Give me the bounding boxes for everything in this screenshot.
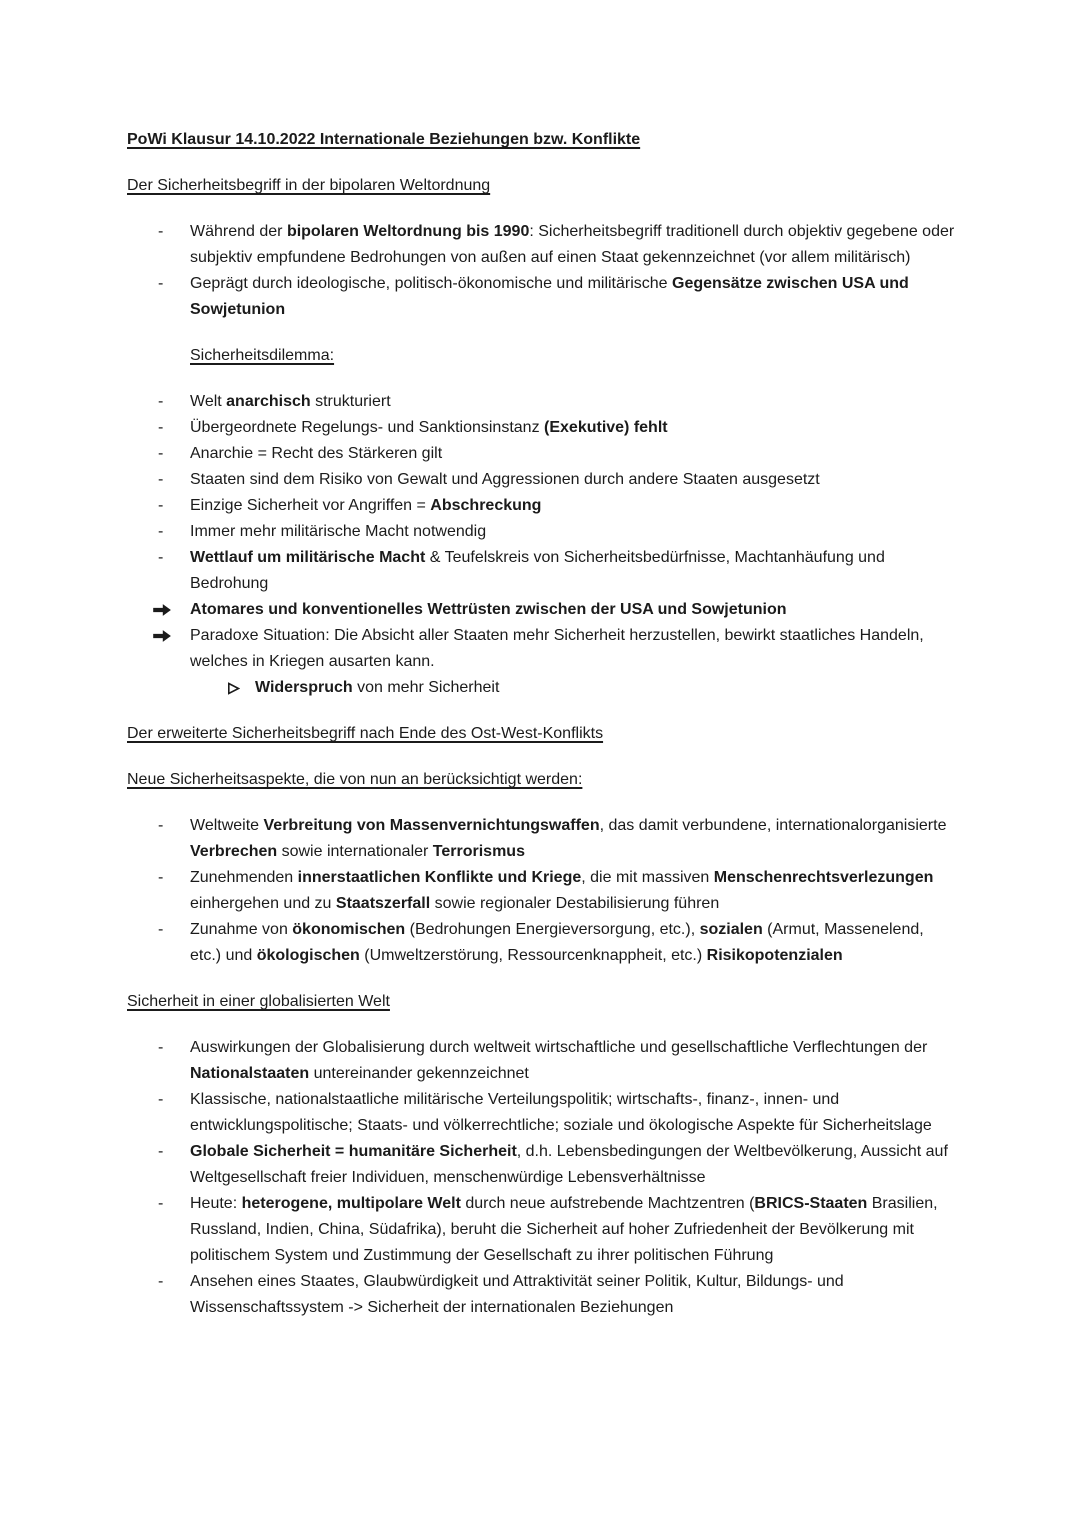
- text-run: von mehr Sicherheit: [352, 679, 500, 696]
- dash-marker: [158, 1139, 163, 1165]
- list-item: [127, 623, 958, 675]
- arrowhead-right-icon: [227, 682, 240, 695]
- text-run: Auswirkungen der Globalisierung durch weltweit wirtschaftliche und gesellschaftliche Verflechtungen der: [190, 1039, 928, 1056]
- dash-marker: [158, 545, 163, 571]
- text-run: Atomares und konventionelles Wettrüsten zwischen der USA und Sowjetunion: [190, 601, 787, 618]
- dash-marker: [158, 219, 163, 245]
- subheading-sicherheitsdilemma-text: [190, 347, 334, 364]
- text-run: Zunehmenden: [190, 869, 298, 886]
- text-run: (Umweltzerstörung, Ressourcenknappheit, etc.): [359, 947, 707, 964]
- text-run: durch neue aufstrebende Machtzentren (: [460, 1195, 755, 1212]
- text-run: Gegensätze zwischen USA und Sowjetunion: [190, 275, 909, 318]
- text-run: Neue Sicherheitsaspekte, die von nun an berücksichtigt werden:: [127, 771, 583, 788]
- list-item: [127, 1087, 958, 1139]
- item-text: [190, 471, 820, 488]
- text-run: (Exekutive) fehlt: [544, 419, 668, 436]
- text-run: sozialen: [699, 921, 763, 938]
- item-text: [190, 1091, 932, 1134]
- text-run: Staatszerfall: [335, 895, 431, 912]
- list-item: [127, 917, 958, 969]
- heading-sicherheitsbegriff-bipolare-weltordnung-text: [127, 177, 490, 194]
- text-run: Der erweiterte Sicherheitsbegriff nach Ende des Ost-West-Konflikts: [127, 725, 604, 742]
- dash-marker: [158, 441, 163, 467]
- text-run: BRICS-Staaten: [754, 1195, 868, 1212]
- text-run: Abschreckung: [430, 497, 542, 514]
- list-globalisierte-welt: [127, 1035, 958, 1321]
- text-run: Verbreitung von Massenvernichtungswaffen: [263, 817, 600, 834]
- heading-globalisierte-welt: [127, 989, 958, 1015]
- list-item: [127, 415, 958, 441]
- text-run: , d.h. Lebensbedingungen der Weltbevölkerung, Aussicht auf Weltgesellschaft freier Individuen, menschenwürdige Lebensverhältnisse: [190, 1143, 948, 1186]
- list-item: [127, 865, 958, 917]
- list-item: [127, 1269, 958, 1321]
- dash-glyph: -: [158, 1091, 164, 1108]
- dash-glyph: -: [158, 223, 164, 240]
- dash-marker: [158, 1269, 163, 1295]
- item-text: [190, 1195, 938, 1264]
- text-run: Staaten sind dem Risiko von Gewalt und Aggressionen durch andere Staaten ausgesetzt: [190, 471, 820, 488]
- text-run: Ansehen eines Staates, Glaubwürdigkeit und Attraktivität seiner Politik, Kultur, Bildungs- und Wissenschaftssystem -> Sicherheit der internationalen Beziehungen: [190, 1273, 844, 1316]
- heading-erweiterter-sicherheitsbegriff: [127, 721, 958, 747]
- text-run: PoWi Klausur 14.10.2022 Internationale Beziehungen bzw. Konflikte: [127, 131, 641, 148]
- heading-sicherheitsbegriff-bipolare-weltordnung: [127, 173, 958, 199]
- dash-marker: [158, 389, 163, 415]
- item-text: [190, 549, 885, 592]
- list-item: [127, 519, 958, 545]
- text-run: sowie internationaler: [277, 843, 433, 860]
- item-text: [255, 679, 499, 696]
- item-text: [190, 1143, 948, 1186]
- dash-glyph: -: [158, 1273, 164, 1290]
- dash-glyph: -: [158, 921, 164, 938]
- text-run: Während der: [190, 223, 287, 240]
- item-text: [190, 817, 946, 860]
- dash-glyph: -: [158, 275, 164, 292]
- heading-erweiterter-sicherheitsbegriff-text: [127, 725, 603, 742]
- dash-marker: [158, 493, 163, 519]
- list-item: [127, 389, 958, 415]
- text-run: Klassische, nationalstaatliche militärische Verteilungspolitik; wirtschafts-, finanz-, innen- und entwicklungspolitische; Staats- und völkerrechtliche; soziale und ökologische Aspekte für Sicherheitslage: [190, 1091, 932, 1134]
- doc-title: [127, 127, 958, 153]
- dash-glyph: -: [158, 1195, 164, 1212]
- text-run: Einzige Sicherheit vor Angriffen =: [190, 497, 431, 514]
- text-run: innerstaatlichen Konflikte und Kriege: [297, 869, 582, 886]
- dash-marker: [158, 1035, 163, 1061]
- dash-glyph: -: [158, 1143, 164, 1160]
- dash-glyph: -: [158, 419, 164, 436]
- item-text: [190, 275, 909, 318]
- text-run: (Bedrohungen Energieversorgung, etc.),: [405, 921, 700, 938]
- dash-marker: [158, 415, 163, 441]
- text-run: : Sicherheitsbegriff traditionell durch objektiv gegebene oder subjektiv empfundene Bedrohungen von außen auf einen Staat gekennzeichnet (vor allem militärisch): [190, 223, 955, 266]
- dash-glyph: -: [158, 549, 164, 566]
- heading-neue-sicherheitsaspekte-text: [127, 771, 582, 788]
- list-item: [127, 675, 958, 701]
- text-run: Sicherheitsdilemma:: [190, 347, 335, 364]
- text-run: Verbrechen: [190, 843, 278, 860]
- text-run: untereinander gekennzeichnet: [309, 1065, 529, 1082]
- dash-marker: [158, 1191, 163, 1217]
- subheading-sicherheitsdilemma: [127, 343, 958, 369]
- text-run: Welt: [190, 393, 227, 410]
- list-item: [127, 493, 958, 519]
- dash-glyph: -: [158, 497, 164, 514]
- text-run: Risikopotenzialen: [706, 947, 843, 964]
- arrow-right-icon: [152, 603, 172, 617]
- text-run: Immer mehr militärische Macht notwendig: [190, 523, 487, 540]
- text-run: Paradoxe Situation: Die Absicht aller Staaten mehr Sicherheit herzustellen, bewirkt staatliches Handeln, welches in Kriegen ausarten kann.: [190, 627, 924, 670]
- item-text: [190, 1039, 927, 1082]
- list-item: [127, 1035, 958, 1087]
- dash-marker: [158, 467, 163, 493]
- text-run: einhergehen und zu: [190, 895, 336, 912]
- list-item: [127, 467, 958, 493]
- list-item: [127, 1139, 958, 1191]
- item-text: [190, 1273, 844, 1316]
- text-run: sowie regionaler Destabilisierung führen: [430, 895, 720, 912]
- dash-glyph: -: [158, 445, 164, 462]
- arrow-right-icon: [152, 629, 172, 643]
- doc-title-text: [127, 131, 640, 148]
- list-item: [127, 813, 958, 865]
- text-run: Anarchie = Recht des Stärkeren gilt: [190, 445, 443, 462]
- heading-globalisierte-welt-text: [127, 993, 390, 1010]
- dash-glyph: -: [158, 393, 164, 410]
- dash-marker: [158, 1087, 163, 1113]
- text-run: Nationalstaaten: [190, 1065, 310, 1082]
- item-text: [190, 921, 924, 964]
- text-run: bipolaren Weltordnung bis 1990: [286, 223, 530, 240]
- dash-glyph: -: [158, 869, 164, 886]
- list-item: [127, 271, 958, 323]
- text-run: ökologischen: [256, 947, 360, 964]
- dash-marker: [158, 917, 163, 943]
- dash-marker: [158, 519, 163, 545]
- text-run: Weltweite: [190, 817, 264, 834]
- text-run: (Armut, Massenelend, etc.) und: [190, 921, 924, 964]
- item-text: [190, 223, 954, 266]
- text-run: , die mit massiven: [581, 869, 714, 886]
- dash-glyph: -: [158, 523, 164, 540]
- item-text: [190, 869, 933, 912]
- dash-marker: [158, 813, 163, 839]
- text-run: Menschenrechtsverlezungen: [713, 869, 934, 886]
- item-text: [190, 601, 787, 618]
- text-run: Geprägt durch ideologische, politisch-ökonomische und militärische: [190, 275, 673, 292]
- text-run: heterogene, multipolare Welt: [241, 1195, 461, 1212]
- item-text: [190, 445, 442, 462]
- dash-marker: [158, 271, 163, 297]
- text-run: Wettlauf um militärische Macht: [190, 549, 426, 566]
- item-text: [190, 627, 924, 670]
- dash-marker: [158, 865, 163, 891]
- text-run: Heute:: [190, 1195, 242, 1212]
- text-run: Zunahme von: [190, 921, 293, 938]
- list-item: [127, 1191, 958, 1269]
- list-bipolare-weltordnung: [127, 219, 958, 323]
- dash-glyph: -: [158, 471, 164, 488]
- list-item: [127, 441, 958, 467]
- text-run: anarchisch: [226, 393, 311, 410]
- text-run: Widerspruch: [255, 679, 353, 696]
- list-neue-sicherheitsaspekte: [127, 813, 958, 969]
- dash-glyph: -: [158, 1039, 164, 1056]
- text-run: strukturiert: [310, 393, 391, 410]
- text-run: Sicherheit in einer globalisierten Welt: [127, 993, 390, 1010]
- text-run: ökonomischen: [292, 921, 406, 938]
- list-item: [127, 545, 958, 597]
- item-text: [190, 419, 668, 436]
- list-item: [127, 597, 958, 623]
- list-sicherheitsdilemma: [127, 389, 958, 701]
- text-run: , das damit verbundene, internationalorganisierte: [599, 817, 947, 834]
- dash-glyph: -: [158, 817, 164, 834]
- text-run: & Teufelskreis von Sicherheitsbedürfnisse, Machtanhäufung und Bedrohung: [190, 549, 885, 592]
- text-run: Brasilien, Russland, Indien, China, Südafrika), beruht die Sicherheit auf hoher Zufriedenheit der Bevölkerung mit politischem System und Zustimmung der Gesellschaft zu ihrer politischen Führung: [190, 1195, 938, 1264]
- item-text: [190, 497, 541, 514]
- heading-neue-sicherheitsaspekte: [127, 767, 958, 793]
- item-text: [190, 393, 391, 410]
- text-run: Übergeordnete Regelungs- und Sanktionsinstanz: [190, 419, 545, 436]
- text-run: Globale Sicherheit = humanitäre Sicherheit: [190, 1143, 517, 1160]
- item-text: [190, 523, 486, 540]
- text-run: Terrorismus: [432, 843, 525, 860]
- text-run: Der Sicherheitsbegriff in der bipolaren Weltordnung: [127, 177, 491, 194]
- list-item: [127, 219, 958, 271]
